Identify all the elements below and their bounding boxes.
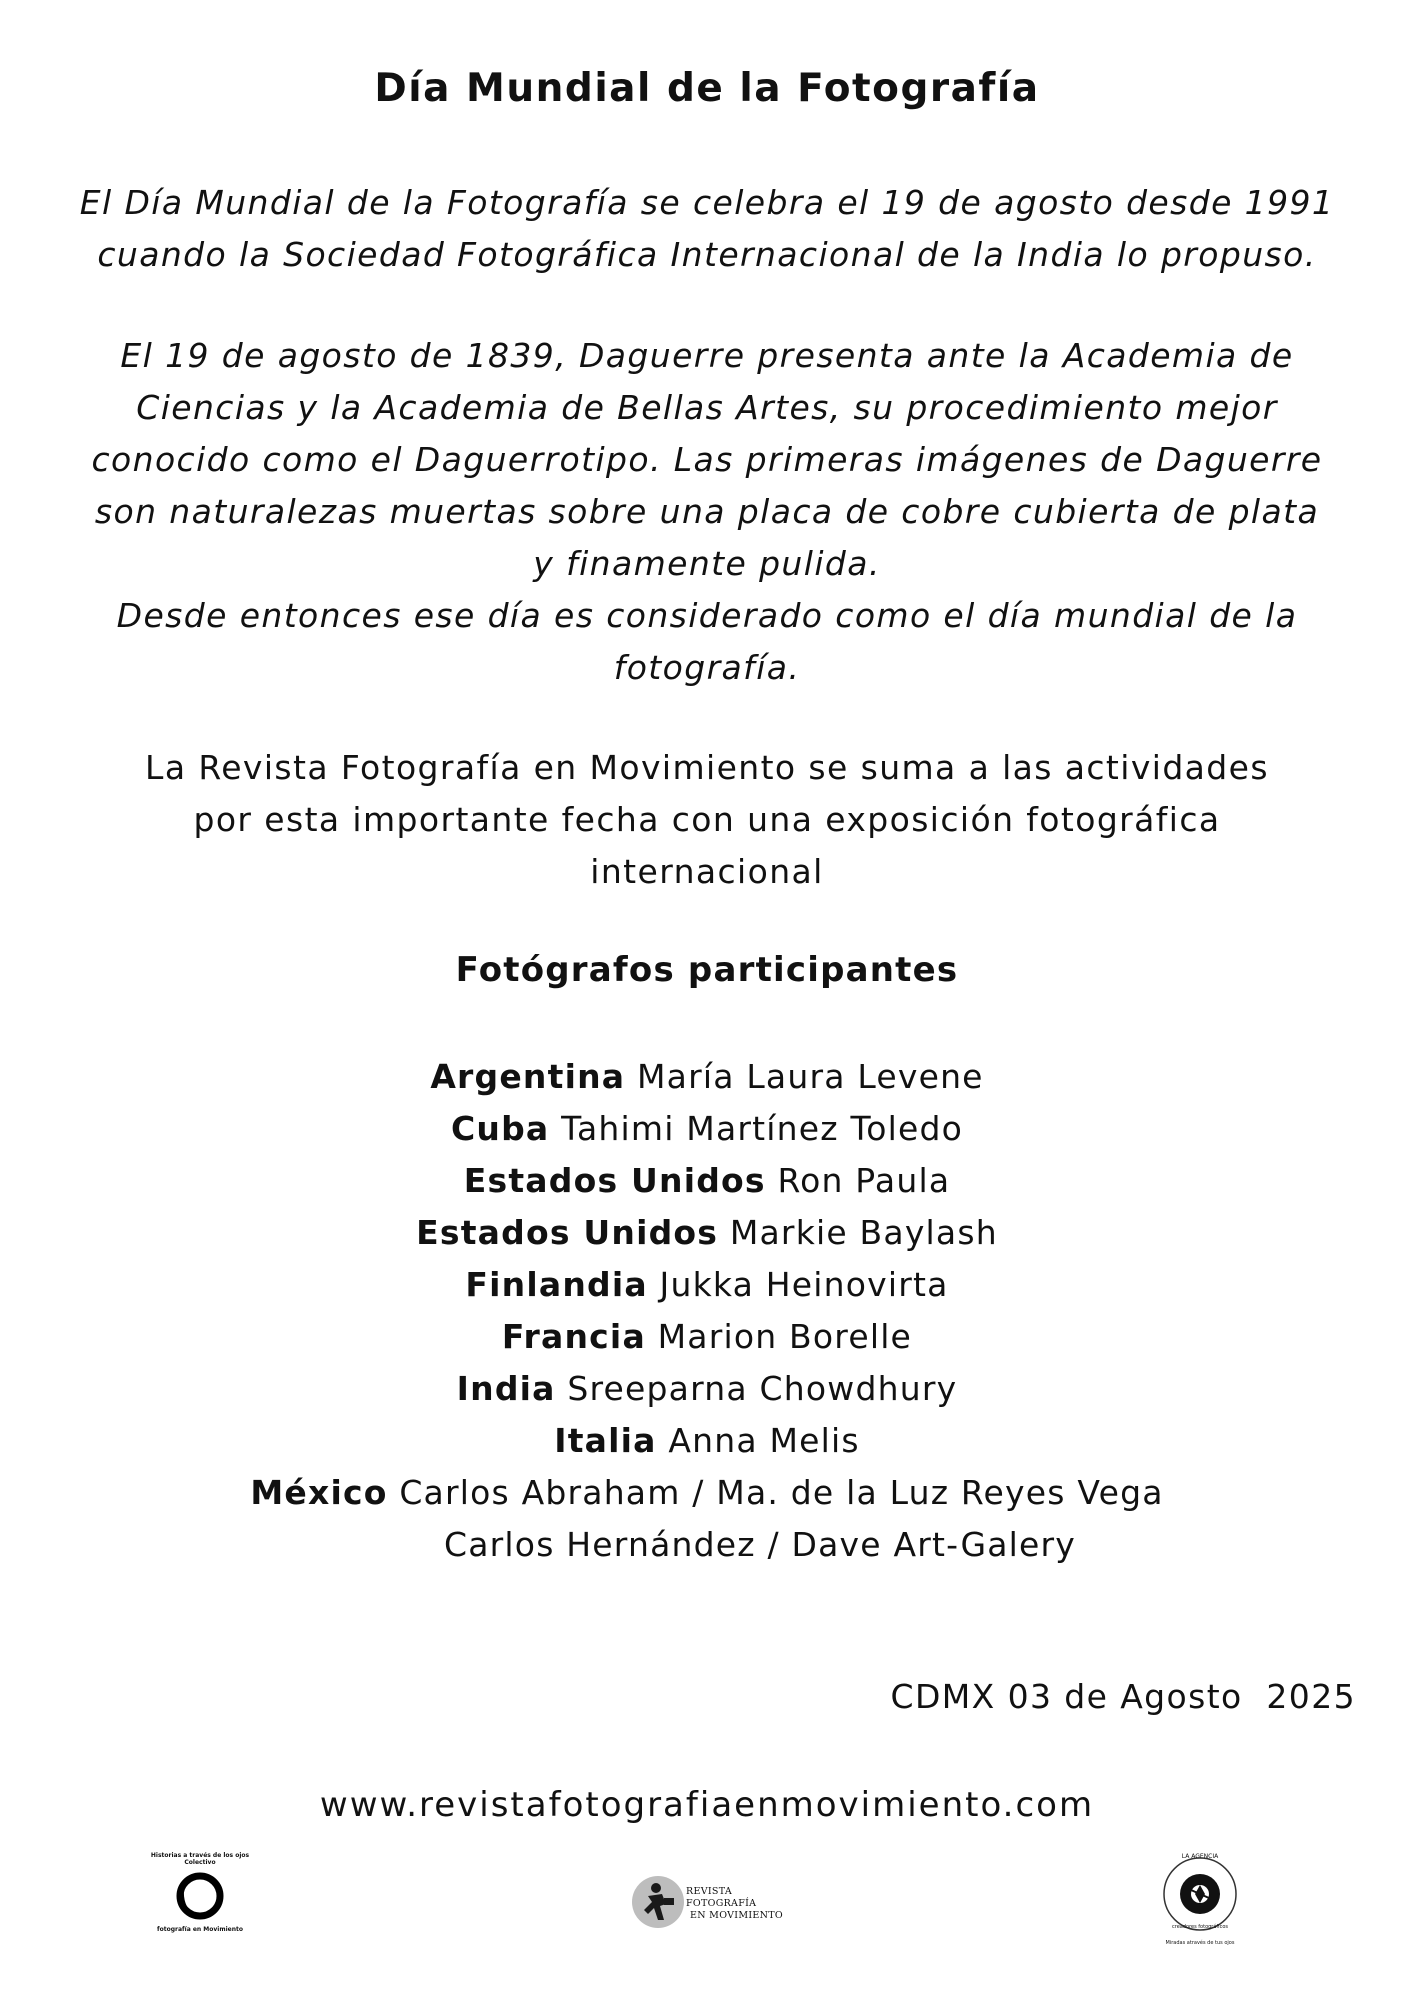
participant-country: Cuba: [450, 1109, 550, 1148]
participant-names: Carlos Abraham / Ma. de la Luz Reyes Vega: [399, 1473, 1164, 1512]
participants-list: [0, 1051, 1414, 1571]
announcement-line: La Revista Fotografía en Movimiento se suma a las actividades: [145, 748, 1269, 787]
participant-names: Jukka Heinovirta: [659, 1265, 949, 1304]
participant-names: Tahimi Martínez Toledo: [561, 1109, 964, 1148]
participant-row: [0, 1467, 1414, 1519]
participant-row: [0, 1363, 1414, 1415]
la-agencia-ring-subtext: creadores fotográficos: [1172, 1924, 1228, 1930]
participant-country: Francia: [501, 1317, 646, 1356]
participant-names: Marion Borelle: [657, 1317, 913, 1356]
history-line: son naturalezas muertas sobre una placa de cobre cubierta de plata: [94, 492, 1320, 531]
colectivo-logo-top-text: Historias a través de los ojos Colectivo: [150, 1852, 250, 1866]
website-url[interactable]: www.revistafotografiaenmovimiento.com: [319, 1785, 1095, 1825]
history-line: Desde entonces ese día es considerado como el día mundial de la: [116, 596, 1298, 635]
announcement-paragraph: [60, 742, 1354, 898]
announcement-line: internacional: [590, 852, 824, 891]
revista-logo-line2: EN MOVIMIENTO: [690, 1910, 783, 1921]
intro-line: El Día Mundial de la Fotografía se celebra el 19 de agosto desde 1991: [79, 183, 1335, 222]
revista-logo: [630, 1872, 790, 1932]
participant-row: [0, 1311, 1414, 1363]
history-line: conocido como el Daguerrotipo. Las primeras imágenes de Daguerre: [91, 440, 1323, 479]
history-line: y finamente pulida.: [533, 544, 881, 583]
page-title: Día Mundial de la Fotografía: [374, 66, 1040, 111]
participant-names: Anna Melis: [668, 1421, 860, 1460]
participant-row: [0, 1207, 1414, 1259]
participant-names: Ron Paula: [777, 1161, 951, 1200]
la-agencia-logo: [1150, 1850, 1250, 1954]
participant-names: Carlos Hernández / Dave Art-Galery: [444, 1525, 1077, 1564]
history-line: Ciencias y la Academia de Bellas Artes, su procedimiento mejor: [136, 388, 1278, 427]
participant-row: [0, 1259, 1414, 1311]
participant-country: Estados Unidos: [416, 1213, 719, 1252]
colectivo-logo-bottom-text: fotografía en Movimiento: [157, 1926, 243, 1933]
participant-names: María Laura Levene: [636, 1057, 984, 1096]
intro-paragraph: [60, 177, 1354, 281]
colectivo-logo: [150, 1852, 250, 1956]
participant-names: Markie Baylash: [729, 1213, 998, 1252]
participant-row: [0, 1155, 1414, 1207]
participant-country: Italia: [554, 1421, 657, 1460]
revista-logo-text: [686, 1886, 790, 1922]
history-line: El 19 de agosto de 1839, Daguerre presenta ante la Academia de: [120, 336, 1294, 375]
revista-logo-line1: REVISTA FOTOGRAFÍA: [686, 1886, 757, 1909]
participant-names: Sreeparna Chowdhury: [567, 1369, 958, 1408]
date-line: CDMX 03 de Agosto 2025: [890, 1677, 1356, 1716]
participant-country: Finlandia: [465, 1265, 648, 1304]
announcement-line: por esta importante fecha con una exposición fotográfica: [193, 800, 1221, 839]
participant-row: [0, 1103, 1414, 1155]
participant-country: India: [456, 1369, 556, 1408]
history-paragraph: [60, 330, 1354, 694]
participant-country: Argentina: [430, 1057, 626, 1096]
ink-circle-icon: [150, 1866, 250, 1926]
participant-country: México: [250, 1473, 388, 1512]
participants-heading: Fotógrafos participantes: [455, 950, 959, 990]
participant-row-continuation: [0, 1519, 1414, 1571]
la-agencia-bottom-text: Miradas através de tus ojos: [1165, 1940, 1235, 1946]
history-line: fotografía.: [613, 648, 801, 687]
photographer-silhouette-icon: [630, 1874, 686, 1930]
participant-row: [0, 1415, 1414, 1467]
participant-row: [0, 1051, 1414, 1103]
la-agencia-ring-text: LA AGENCIA: [1181, 1853, 1219, 1860]
intro-line: cuando la Sociedad Fotográfica Internacional de la India lo propuso.: [97, 235, 1317, 274]
participant-country: Estados Unidos: [463, 1161, 766, 1200]
